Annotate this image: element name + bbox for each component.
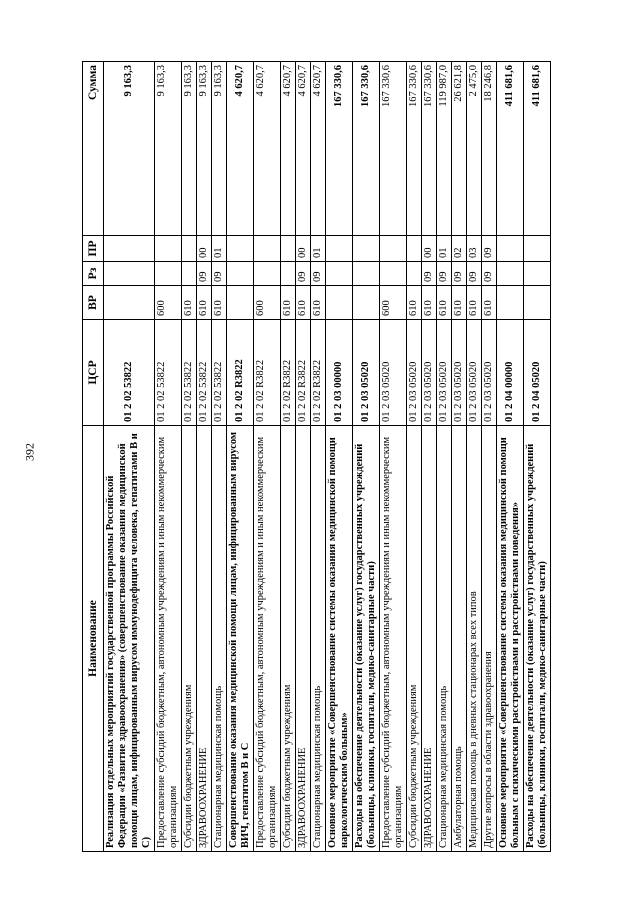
table-row (524, 62, 551, 852)
page-number: 392 (22, 443, 37, 461)
cell-csr: 01 2 02 R3822 (254, 320, 281, 426)
cell-name: Субсидии бюджетным учреждениям (182, 426, 197, 852)
cell-pr (155, 236, 182, 262)
cell-vr: 600 (155, 286, 182, 320)
cell-vr (104, 286, 155, 320)
table-row (437, 62, 452, 852)
cell-vr: 610 (296, 286, 311, 320)
cell-sum: 4 620,7 (296, 62, 311, 236)
table-row (380, 62, 407, 852)
cell-rz: 09 (296, 262, 311, 286)
cell-pr: 09 (482, 236, 497, 262)
cell-rz: 09 (212, 262, 227, 286)
cell-sum: 4 620,7 (254, 62, 281, 236)
cell-pr: 01 (212, 236, 227, 262)
cell-name: Основное мероприятие «Совершенствование системы оказания медицинской помощи больным с психическими расстройствами и расстройствами поведения» (497, 426, 524, 852)
cell-sum: 9 163,3 (197, 62, 212, 236)
cell-vr: 610 (437, 286, 452, 320)
cell-pr: 00 (197, 236, 212, 262)
cell-rz (524, 262, 551, 286)
cell-rz (326, 262, 353, 286)
cell-vr: 610 (182, 286, 197, 320)
cell-csr: 01 2 02 53822 (155, 320, 182, 426)
cell-name: Стационарная медицинская помощь (311, 426, 326, 852)
cell-name: Предоставление субсидий бюджетным, автономным учреждениям и иным некоммерческим организациям (155, 426, 182, 852)
cell-sum: 411 681,6 (497, 62, 524, 236)
table-row (296, 62, 311, 852)
cell-rz (380, 262, 407, 286)
cell-vr: 600 (254, 286, 281, 320)
cell-name: Субсидии бюджетным учреждениям (281, 426, 296, 852)
header-csr: ЦСР (83, 320, 104, 426)
cell-rz: 09 (197, 262, 212, 286)
cell-name: Предоставление субсидий бюджетным, автономным учреждениям и иным некоммерческим организациям (380, 426, 407, 852)
cell-csr: 01 2 03 05020 (422, 320, 437, 426)
cell-pr: 01 (311, 236, 326, 262)
cell-rz (182, 262, 197, 286)
cell-csr: 01 2 02 53822 (212, 320, 227, 426)
cell-csr: 01 2 02 53822 (197, 320, 212, 426)
table-row (497, 62, 524, 852)
cell-name: Расходы на обеспечение деятельности (оказание услуг) государственных учреждений (больницы, клиники, госпитали, медико-санитарные части) (524, 426, 551, 852)
cell-vr (524, 286, 551, 320)
cell-pr: 02 (452, 236, 467, 262)
cell-rz (497, 262, 524, 286)
cell-rz (353, 262, 380, 286)
table-row (482, 62, 497, 852)
cell-pr (353, 236, 380, 262)
cell-name: Медицинская помощь в дневных стационарах всех типов (467, 426, 482, 852)
table-row (197, 62, 212, 852)
cell-name: Субсидии бюджетным учреждениям (407, 426, 422, 852)
table-row (311, 62, 326, 852)
table-row (353, 62, 380, 852)
table-row (254, 62, 281, 852)
cell-rz (281, 262, 296, 286)
cell-sum: 167 330,6 (422, 62, 437, 236)
cell-sum: 9 163,3 (212, 62, 227, 236)
cell-vr: 610 (467, 286, 482, 320)
cell-pr (281, 236, 296, 262)
cell-sum: 26 621,8 (452, 62, 467, 236)
table-row (407, 62, 422, 852)
table-row (467, 62, 482, 852)
cell-sum: 167 330,6 (326, 62, 353, 236)
table-row (212, 62, 227, 852)
table-row (452, 62, 467, 852)
cell-vr: 610 (311, 286, 326, 320)
cell-sum: 9 163,3 (182, 62, 197, 236)
cell-name: Расходы на обеспечение деятельности (оказание услуг) государственных учреждений (больницы, клиники, госпитали, медико-санитарные части) (353, 426, 380, 852)
cell-sum: 9 163,3 (104, 62, 155, 236)
cell-name: Амбулаторная помощь (452, 426, 467, 852)
table-row (182, 62, 197, 852)
cell-rz: 09 (422, 262, 437, 286)
cell-csr: 01 2 03 05020 (437, 320, 452, 426)
cell-csr: 01 2 02 R3822 (296, 320, 311, 426)
cell-pr: 03 (467, 236, 482, 262)
cell-vr: 610 (452, 286, 467, 320)
cell-rz: 09 (482, 262, 497, 286)
table-header-row (83, 62, 104, 852)
cell-sum: 9 163,3 (155, 62, 182, 236)
cell-sum: 119 987,0 (437, 62, 452, 236)
cell-sum: 4 620,7 (311, 62, 326, 236)
cell-pr (524, 236, 551, 262)
cell-csr: 01 2 02 R3822 (227, 320, 254, 426)
cell-pr: 01 (437, 236, 452, 262)
cell-csr: 01 2 04 00000 (497, 320, 524, 426)
cell-pr: 00 (422, 236, 437, 262)
cell-rz (227, 262, 254, 286)
cell-sum: 4 620,7 (281, 62, 296, 236)
table-row (104, 62, 155, 852)
budget-table (82, 61, 551, 852)
cell-pr (326, 236, 353, 262)
cell-csr: 01 2 02 53822 (104, 320, 155, 426)
cell-csr: 01 2 02 53822 (182, 320, 197, 426)
cell-vr (326, 286, 353, 320)
table-row (422, 62, 437, 852)
header-pr: ПР (83, 236, 104, 262)
cell-pr: 00 (296, 236, 311, 262)
cell-rz (155, 262, 182, 286)
header-sum: Сумма (83, 62, 104, 236)
cell-sum: 167 330,6 (407, 62, 422, 236)
cell-pr (407, 236, 422, 262)
cell-name: ЗДРАВООХРАНЕНИЕ (422, 426, 437, 852)
cell-name: Предоставление субсидий бюджетным, автономным учреждениям и иным некоммерческим организациям (254, 426, 281, 852)
table-row (281, 62, 296, 852)
cell-sum: 4 620,7 (227, 62, 254, 236)
cell-rz: 09 (452, 262, 467, 286)
cell-pr (182, 236, 197, 262)
cell-sum: 167 330,6 (380, 62, 407, 236)
cell-vr (497, 286, 524, 320)
cell-csr: 01 2 03 05020 (467, 320, 482, 426)
header-name: Наименование (83, 426, 104, 852)
cell-sum: 167 330,6 (353, 62, 380, 236)
table-body (104, 62, 551, 852)
cell-vr: 610 (197, 286, 212, 320)
table-row (227, 62, 254, 852)
cell-name: ЗДРАВООХРАНЕНИЕ (197, 426, 212, 852)
cell-name: Другие вопросы в области здравоохранения (482, 426, 497, 852)
header-vr: ВР (83, 286, 104, 320)
cell-name: Стационарная медицинская помощь (437, 426, 452, 852)
header-rz: Рз (83, 262, 104, 286)
cell-pr (227, 236, 254, 262)
cell-name: Основное мероприятие «Совершенствование системы оказания медицинской помощи наркологическим больным» (326, 426, 353, 852)
cell-csr: 01 2 03 05020 (452, 320, 467, 426)
cell-pr (254, 236, 281, 262)
cell-csr: 01 2 03 05020 (407, 320, 422, 426)
cell-rz: 09 (311, 262, 326, 286)
cell-pr (380, 236, 407, 262)
cell-vr: 610 (482, 286, 497, 320)
cell-pr (497, 236, 524, 262)
cell-csr: 01 2 03 05020 (482, 320, 497, 426)
cell-csr: 01 2 04 05020 (524, 320, 551, 426)
cell-name: Реализация отдельных мероприятий государственной программы Российской Федерации «Развитие здравоохранения» (совершенствование оказания медицинской помощи лицам, инфицированным вирусом иммунодефицита человека, гепатитами В и С) (104, 426, 155, 852)
cell-csr: 01 2 02 R3822 (281, 320, 296, 426)
cell-vr: 600 (380, 286, 407, 320)
cell-name: ЗДРАВООХРАНЕНИЕ (296, 426, 311, 852)
cell-vr: 610 (212, 286, 227, 320)
cell-rz (104, 262, 155, 286)
cell-name: Стационарная медицинская помощь (212, 426, 227, 852)
table-row (326, 62, 353, 852)
table-row (155, 62, 182, 852)
cell-vr (227, 286, 254, 320)
cell-csr: 01 2 03 05020 (380, 320, 407, 426)
cell-pr (104, 236, 155, 262)
rotated-page-content (82, 62, 551, 852)
cell-vr: 610 (407, 286, 422, 320)
cell-csr: 01 2 03 00000 (326, 320, 353, 426)
cell-sum: 411 681,6 (524, 62, 551, 236)
cell-vr: 610 (281, 286, 296, 320)
cell-csr: 01 2 03 05020 (353, 320, 380, 426)
cell-rz: 09 (437, 262, 452, 286)
cell-vr (353, 286, 380, 320)
cell-sum: 18 246,8 (482, 62, 497, 236)
cell-rz (254, 262, 281, 286)
cell-sum: 2 475,0 (467, 62, 482, 236)
cell-vr: 610 (422, 286, 437, 320)
cell-rz (407, 262, 422, 286)
cell-name: Совершенствование оказания медицинской помощи лицам, инфицированным вирусом ВИЧ, гепатитом В и С (227, 426, 254, 852)
cell-rz: 09 (467, 262, 482, 286)
cell-csr: 01 2 02 R3822 (311, 320, 326, 426)
